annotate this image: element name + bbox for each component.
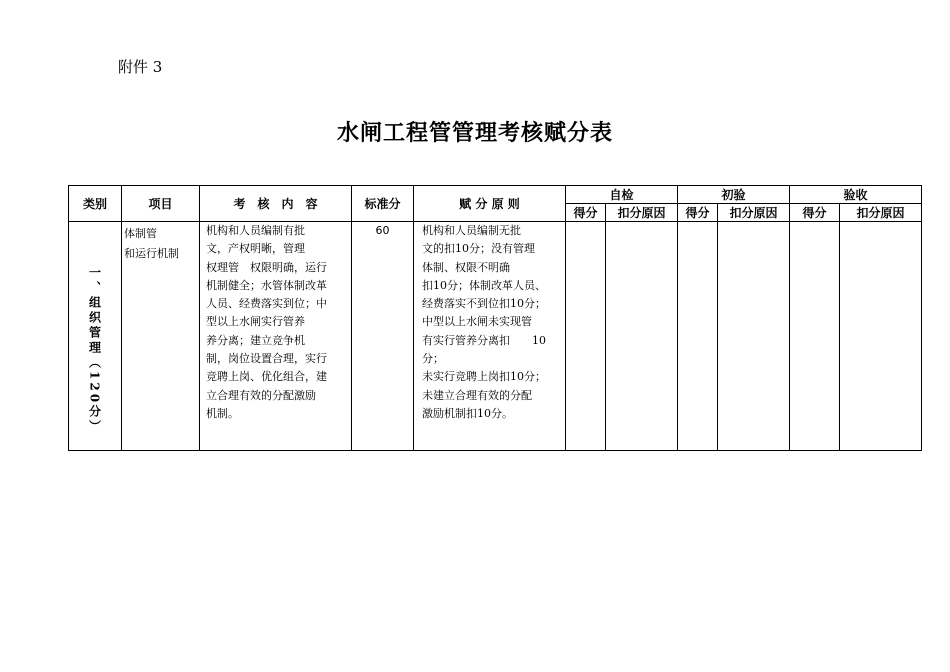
project-text [122,222,199,264]
text-line: 机构和人员编制有批 [206,224,305,237]
cell-initial-score[interactable] [678,222,718,451]
cell-content [200,222,352,451]
content-text [200,222,351,423]
text-line: 文的扣10分；没有管理 [422,242,535,256]
col-acceptance: 验收 [790,186,922,204]
text-line: 竞聘上岗、优化组合，建 [206,370,327,384]
principle-text [414,222,565,423]
col-content: 考 核 内 容 [200,186,352,222]
text-line: 机制。 [206,406,239,420]
text-line: 未实行竞聘上岗扣10分； [422,370,546,384]
header-row-1 [69,186,922,204]
col-project: 项目 [122,186,200,222]
col-initial-score: 得分 [678,204,718,222]
col-self-reason: 扣分原因 [606,204,678,222]
col-initial-reason: 扣分原因 [718,204,790,222]
attachment-label: 附件 3 [118,58,163,76]
text-line: 立合理有效的分配激励 [206,388,316,402]
text-line: 文，产权明晰，管理 [206,242,305,256]
cell-initial-reason[interactable] [718,222,790,451]
text-line: 型以上水闸实行管养 [206,315,305,329]
text-line: 有实行管养分离扣 10分； [422,333,546,366]
col-category: 类别 [69,186,122,222]
cell-self-reason[interactable] [606,222,678,451]
text-line: 未建立合理有效的分配 [422,388,532,402]
text-line: 机制健全；水管体制改革 [206,278,327,292]
cell-accept-reason[interactable] [840,222,922,451]
table-row [69,222,922,451]
standard-score: 60 [375,224,390,237]
col-initial-check: 初验 [678,186,790,204]
text-line: 权理管 权限明确，运行 [206,260,327,274]
cell-self-score[interactable] [566,222,606,451]
cell-principle [414,222,566,451]
cell-standard [352,222,414,451]
col-accept-score: 得分 [790,204,840,222]
cell-accept-score[interactable] [790,222,840,451]
text-line: 经费落实不到位扣10分； [422,297,546,311]
assessment-table [68,185,922,451]
cell-project [122,222,200,451]
page-title: 水闸工程管管理考核赋分表 [336,120,613,146]
col-accept-reason: 扣分原因 [840,204,922,222]
text-line: 人员、经费落实到位；中 [206,297,327,311]
text-line: 激励机制扣10分。 [422,406,513,420]
category-label: 一、组织管理（120分） [87,266,102,436]
text-line: 机构和人员编制无批 [422,224,521,237]
col-principle: 赋 分 原 则 [414,186,566,222]
text-line: 体制管 [124,227,157,240]
col-standard: 标准分 [352,186,414,222]
text-line: 制，岗位设置合理，实行 [206,352,327,366]
text-line: 扣10分；体制改革人员、 [422,278,546,292]
col-self-check: 自检 [566,186,678,204]
text-line: 养分离；建立竞争机 [206,333,305,347]
text-line: 中型以上水闸未实现管 [422,315,532,329]
col-self-score: 得分 [566,204,606,222]
text-line: 和运行机制 [124,247,179,260]
text-line: 体制、权限不明确 [422,260,510,274]
cell-category [69,222,122,451]
